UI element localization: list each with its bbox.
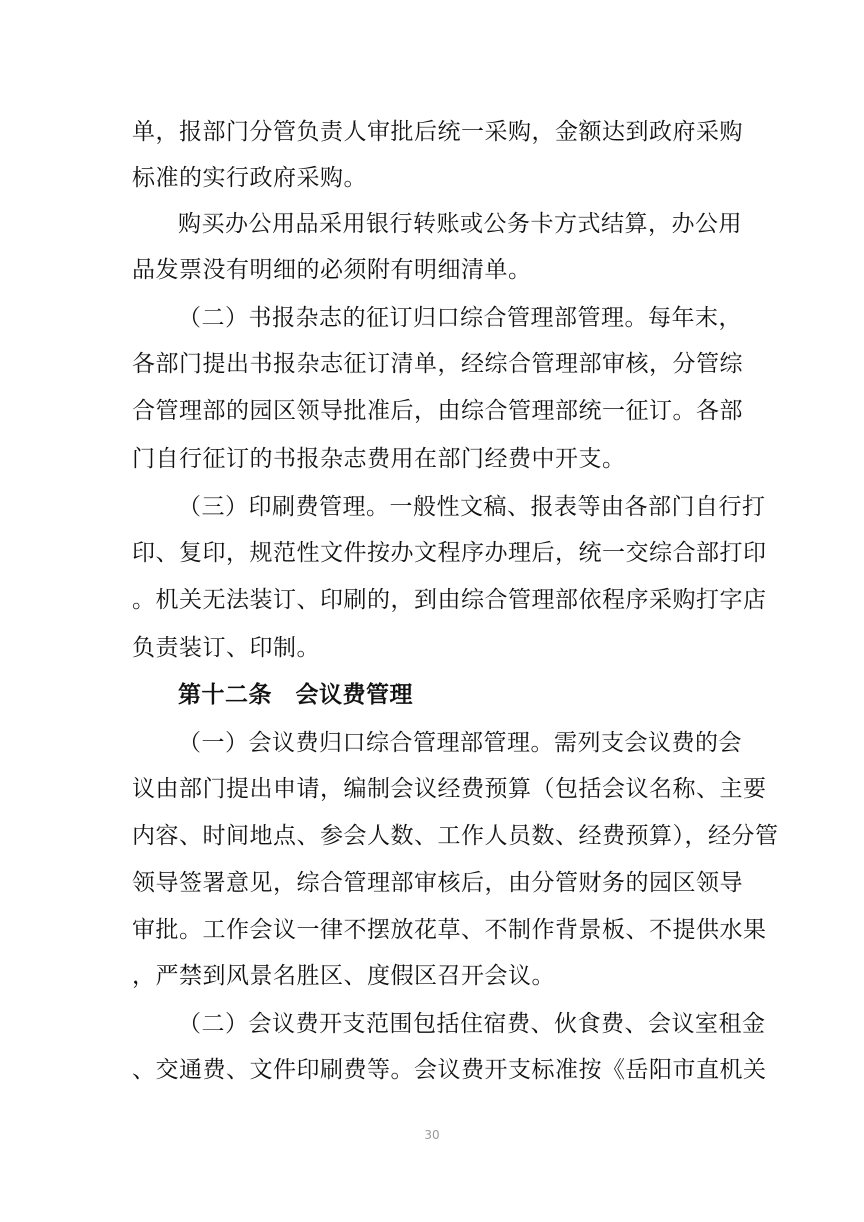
text-line-19: ，严禁到风景名胜区、度假区召开会议。 <box>132 963 555 989</box>
page-number: 30 <box>424 1128 440 1142</box>
text-line-21: 、交通费、文件印刷费等。会议费开支标准按《岳阳市直机关 <box>132 1057 767 1083</box>
text-line-12: 负责装订、印制。 <box>132 635 320 661</box>
text-line-11: 。机关无法装订、印刷的，到由综合管理部依程序采购打字店 <box>132 587 767 613</box>
text-line-10: 印、复印，规范性文件按办文程序办理后，统一交综合部打印 <box>132 540 767 566</box>
text-line-1: 单，报部门分管负责人审批后统一采购，金额达到政府采购 <box>132 119 743 145</box>
text-line-16: 内容、时间地点、参会人数、工作人员数、经费预算），经分管 <box>132 823 779 849</box>
text-line-4: 品发票没有明细的必须附有明细清单。 <box>132 257 532 283</box>
text-line-8: 门自行征订的书报杂志费用在部门经费中开支。 <box>132 446 626 472</box>
text-line-18: 审批。工作会议一律不摆放花草、不制作背景板、不提供水果 <box>132 917 767 943</box>
text-line-9: （三）印刷费管理。一般性文稿、报表等由各部门自行打 <box>178 494 766 520</box>
article-heading: 第十二条 会议费管理 <box>178 682 413 708</box>
text-line-17: 领导签署意见，综合管理部审核后，由分管财务的园区领导 <box>132 870 743 896</box>
text-line-15: 议由部门提出申请，编制会议经费预算（包括会议名称、主要 <box>132 776 767 802</box>
text-line-3: 购买办公用品采用银行转账或公务卡方式结算，办公用 <box>178 211 742 237</box>
text-line-14: （一）会议费归口综合管理部管理。需列支会议费的会 <box>178 730 742 756</box>
text-line-20: （二）会议费开支范围包括住宿费、伙食费、会议室租金 <box>178 1011 766 1037</box>
text-line-5: （二）书报杂志的征订归口综合管理部管理。每年末， <box>178 305 742 331</box>
text-line-2: 标准的实行政府采购。 <box>132 165 367 191</box>
text-line-6: 各部门提出书报杂志征订清单，经综合管理部审核，分管综 <box>132 351 743 377</box>
text-line-7: 合管理部的园区领导批准后，由综合管理部统一征订。各部 <box>132 398 743 424</box>
